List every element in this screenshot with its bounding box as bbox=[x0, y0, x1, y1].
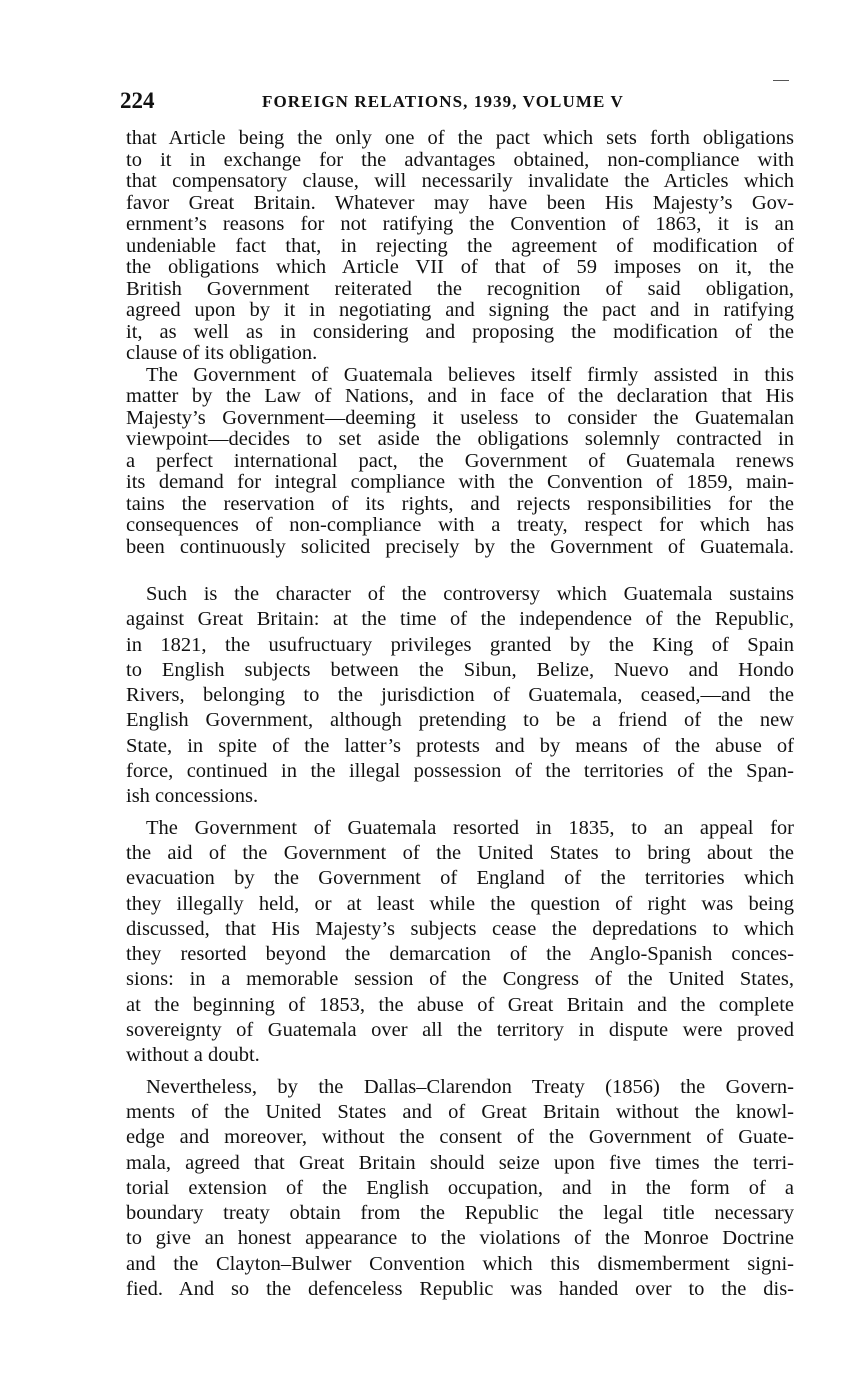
text-line: and the Clayton–Bulwer Convention which this dismemberment signi- bbox=[126, 1252, 794, 1275]
text-line: sions: in a memorable session of the Congress of the United States, bbox=[126, 968, 794, 991]
text-line: evacuation by the Government of England of the territories which bbox=[126, 867, 794, 890]
text-line: viewpoint—decides to set aside the obligations solemnly contracted in bbox=[126, 428, 794, 450]
text-line: British Government reiterated the recognition of said obligation, bbox=[126, 277, 794, 300]
quoted-section bbox=[126, 128, 794, 558]
text-line: force, continued in the illegal possession of the territories of the Span- bbox=[126, 760, 794, 783]
text-line: ish concessions. bbox=[126, 785, 259, 808]
main-section bbox=[126, 582, 794, 1302]
text-line: its demand for integral compliance with the Convention of 1859, main- bbox=[126, 471, 794, 493]
text-line: against Great Britain: at the time of the independence of the Republic, bbox=[126, 608, 794, 631]
text-line: discussed, that His Majesty’s subjects cease the depredations to which bbox=[126, 917, 794, 940]
text-line: that compensatory clause, will necessarily invalidate the Articles which bbox=[126, 170, 794, 192]
text-line: edge and moreover, without the consent of the Government of Guate- bbox=[126, 1126, 794, 1149]
text-line: agreed upon by it in negotiating and signing the pact and in ratifying bbox=[126, 299, 794, 321]
margin-mark bbox=[773, 80, 789, 81]
text-line: that Article being the only one of the pact which sets forth obligations bbox=[126, 127, 794, 149]
text-line: at the beginning of 1853, the abuse of Great Britain and the complete bbox=[126, 993, 794, 1016]
text-line: in 1821, the usufructuary privileges granted by the King of Spain bbox=[126, 633, 794, 656]
text-line: it, as well as in considering and proposing the modification of the bbox=[126, 320, 794, 343]
text-line: undeniable fact that, in rejecting the agreement of modification of bbox=[126, 234, 794, 257]
text-line: ments of the United States and of Great Britain without the knowl- bbox=[126, 1100, 794, 1123]
text-line: consequences of non-compliance with a treaty, respect for which has bbox=[126, 514, 794, 536]
text-line: they resorted beyond the demarcation of the Anglo-Spanish conces- bbox=[126, 943, 794, 966]
text-line: torial extension of the English occupation, and in the form of a bbox=[126, 1176, 794, 1199]
text-line: to English subjects between the Sibun, Belize, Nuevo and Hondo bbox=[126, 658, 794, 681]
text-line: The Government of Guatemala believes itself firmly assisted in this bbox=[146, 363, 794, 386]
text-line: fied. And so the defenceless Republic was handed over to the dis- bbox=[126, 1278, 794, 1301]
quoted-paragraph-1 bbox=[126, 128, 794, 365]
text-line: Such is the character of the controversy which Guatemala sustains bbox=[146, 583, 794, 605]
text-line: favor Great Britain. Whatever may have been His Majesty’s Gov- bbox=[126, 191, 794, 214]
text-line: ernment’s reasons for not ratifying the Convention of 1863, it is an bbox=[126, 213, 794, 235]
text-line: English Government, although pretending to be a friend of the new bbox=[126, 709, 794, 732]
text-line: matter by the Law of Nations, and in face of the declaration that His bbox=[126, 385, 794, 407]
text-line: mala, agreed that Great Britain should seize upon five times the terri- bbox=[126, 1151, 794, 1174]
text-line: clause of its obligation. bbox=[126, 342, 318, 364]
running-head: FOREIGN RELATIONS, 1939, VOLUME V bbox=[262, 92, 624, 111]
text-line: tains the reservation of its rights, and rejects responsibilities for the bbox=[126, 492, 794, 515]
text-line: to give an honest appearance to the violations of the Monroe Doctrine bbox=[126, 1227, 794, 1250]
text-line: The Government of Guatemala resorted in 1835, to an appeal for bbox=[146, 816, 794, 839]
text-line: to it in exchange for the advantages obtained, non-compliance with bbox=[126, 148, 794, 171]
text-line: they illegally held, or at least while the question of right was being bbox=[126, 892, 794, 915]
text-line: without a doubt. bbox=[126, 1044, 260, 1067]
text-line: a perfect international pact, the Government of Guatemala renews bbox=[126, 449, 794, 472]
main-paragraph-3 bbox=[126, 1075, 794, 1303]
text-line: Rivers, belonging to the jurisdiction of Guatemala, ceased,—and the bbox=[126, 684, 794, 707]
text-line: sovereignty of Guatemala over all the territory in dispute were proved bbox=[126, 1019, 794, 1042]
text-line: Nevertheless, by the Dallas–Clarendon Treaty (1856) the Govern- bbox=[146, 1075, 794, 1098]
main-paragraph-1 bbox=[126, 582, 794, 810]
text-line: the aid of the Government of the United States to bring about the bbox=[126, 841, 794, 864]
text-line: Majesty’s Government—deeming it useless to consider the Guatemalan bbox=[126, 406, 794, 429]
page-number: 224 bbox=[120, 88, 155, 113]
text-line: been continuously solicited precisely by the Government of Guatemala. bbox=[126, 535, 794, 558]
quoted-paragraph-2 bbox=[126, 365, 794, 559]
text-line: boundary treaty obtain from the Republic the legal title necessary bbox=[126, 1202, 794, 1225]
page-header bbox=[120, 88, 795, 118]
body-text bbox=[126, 128, 794, 1302]
main-paragraph-2 bbox=[126, 816, 794, 1069]
text-line: State, in spite of the latter’s protests and by means of the abuse of bbox=[126, 734, 794, 757]
text-line: the obligations which Article VII of that of 59 imposes on it, the bbox=[126, 256, 794, 278]
